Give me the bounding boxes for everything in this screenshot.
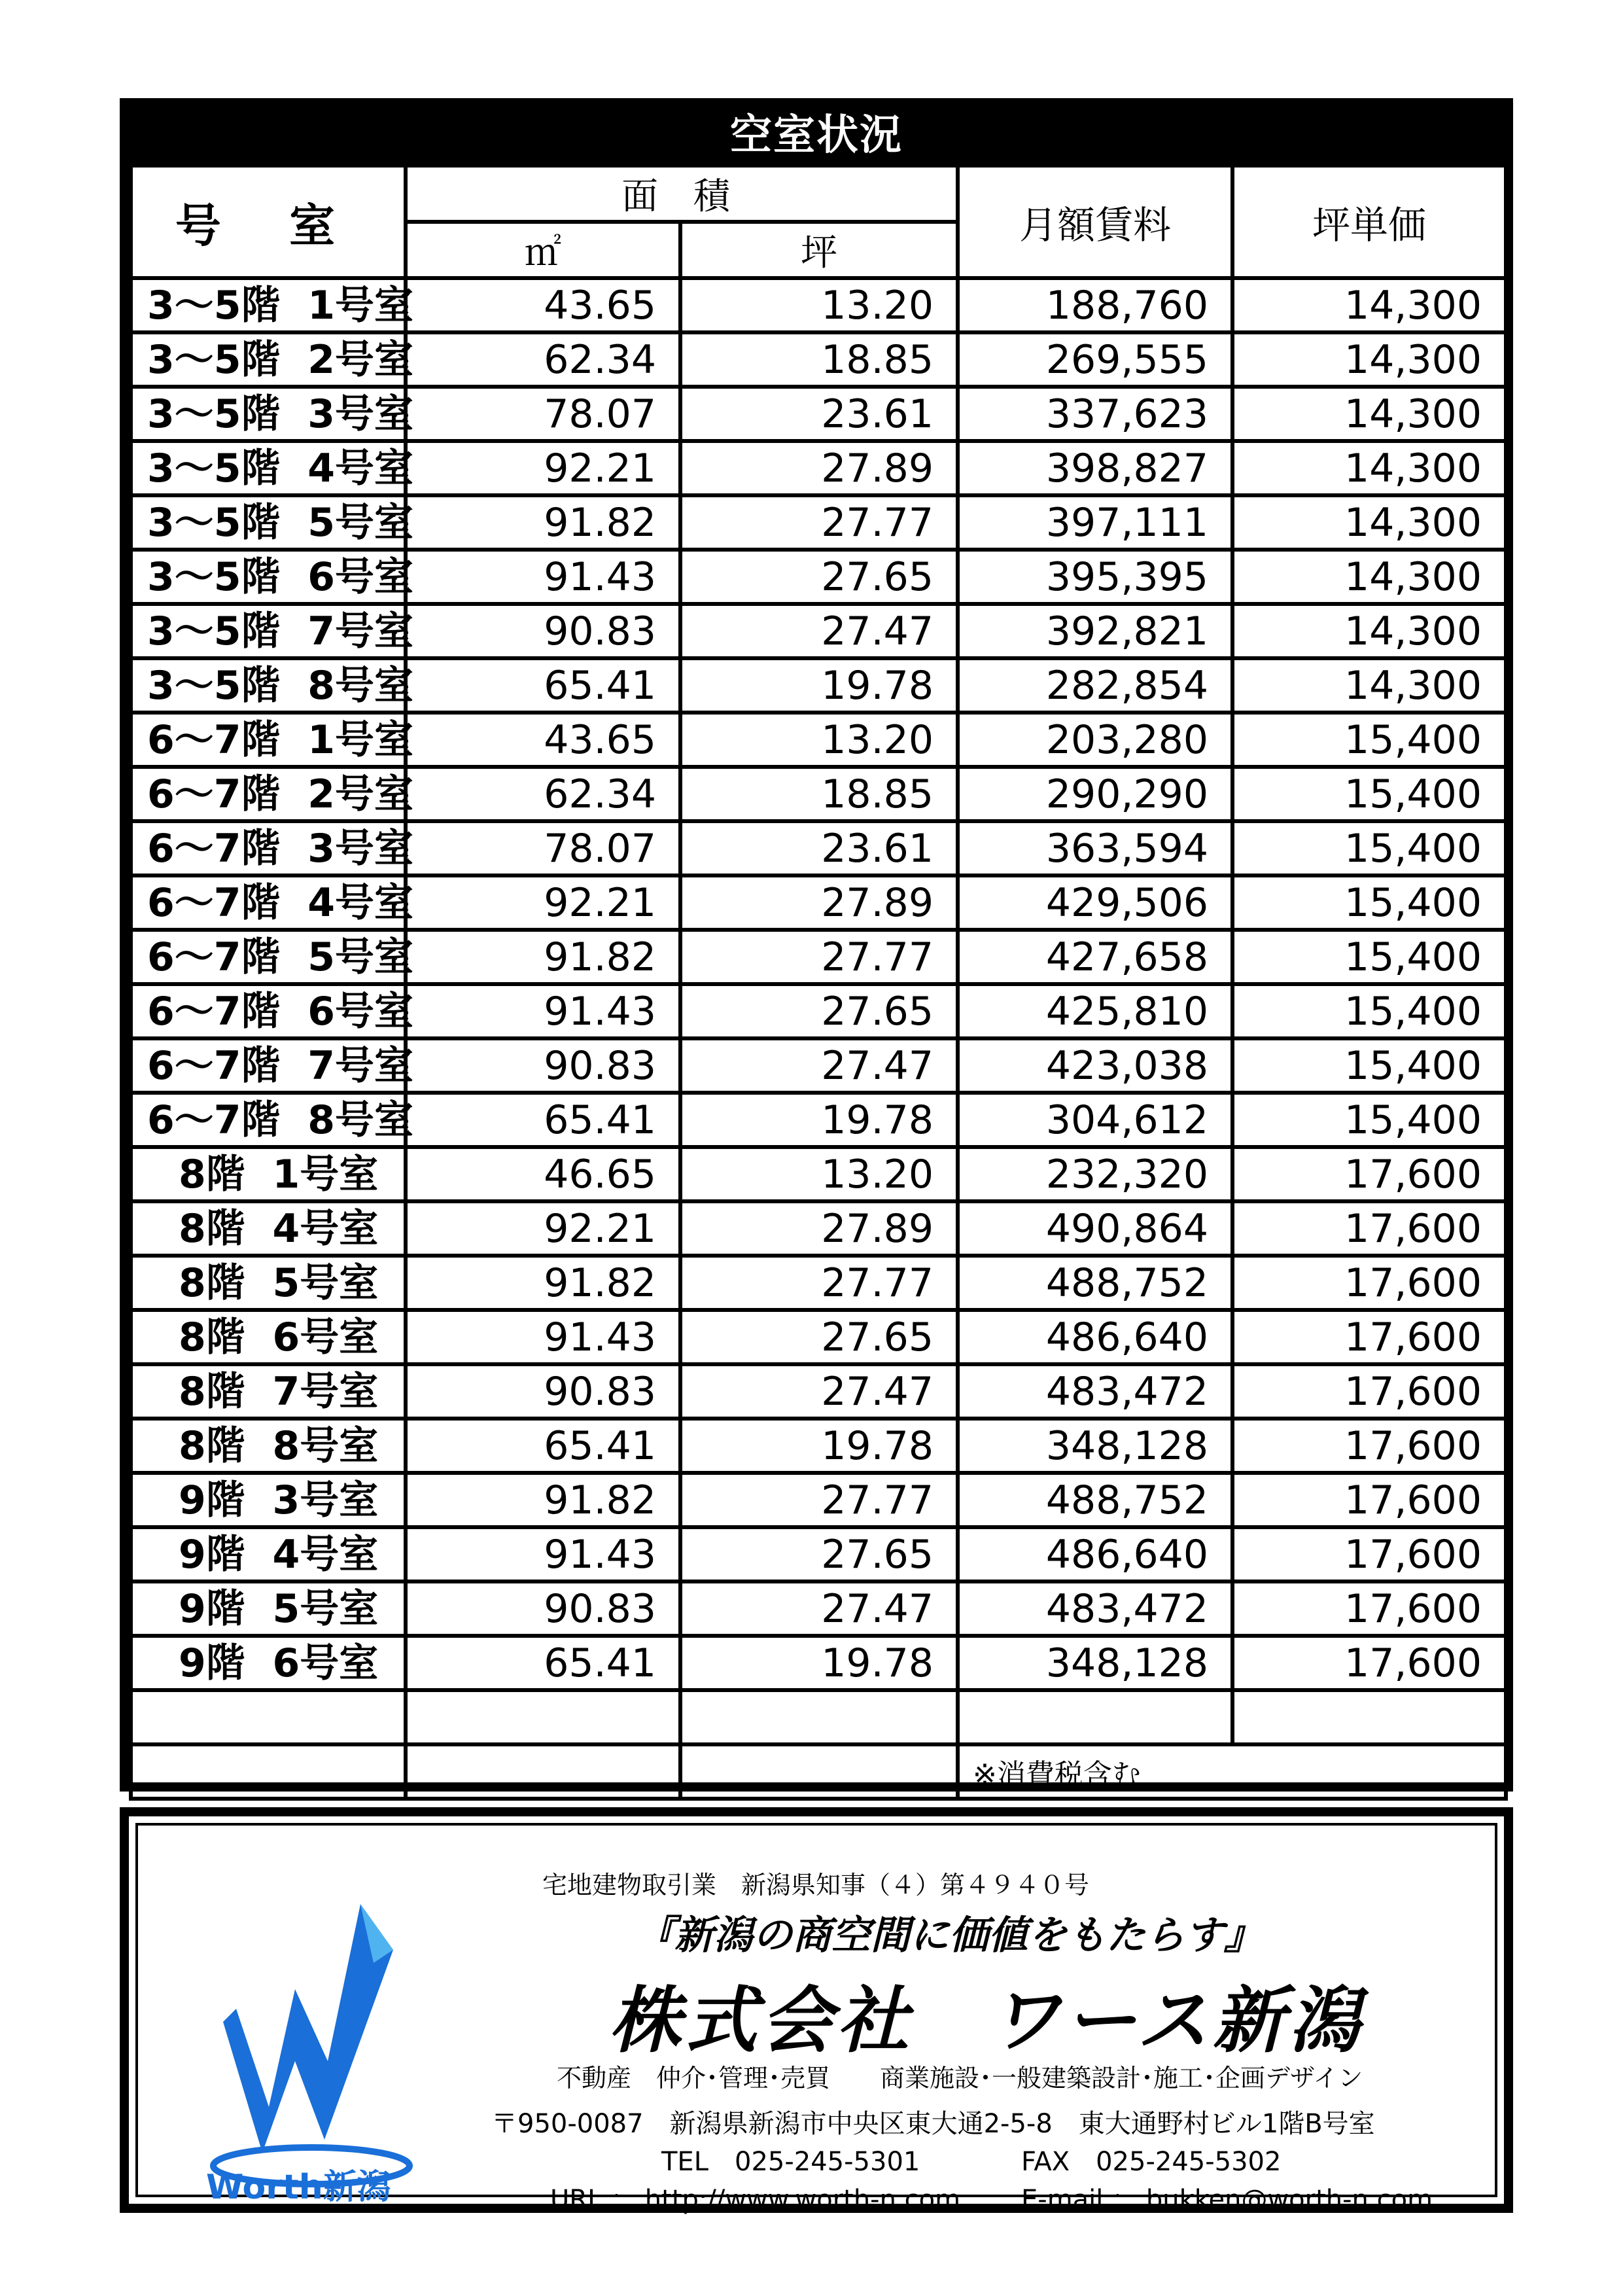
room-cell: 8階 7号室 [131,1364,406,1419]
table-row [131,1201,1506,1256]
room-cell: 8階 5号室 [131,1256,406,1310]
table-row [131,875,1506,930]
room-cell: 6～7階 6号室 [131,984,406,1038]
worth-logo-icon [197,1891,426,2192]
room-cell: 8階 1号室 [131,1147,406,1201]
room-cell: 6～7階 7号室 [131,1038,406,1093]
rent-cell: 337,623 [958,387,1232,441]
unit-price-cell: 15,400 [1232,1093,1506,1147]
table-row [131,604,1506,658]
unit-price-cell: 14,300 [1232,658,1506,713]
header-rent: 月額賃料 [958,166,1232,278]
rent-cell: 398,827 [958,441,1232,495]
unit-price-cell: 17,600 [1232,1310,1506,1364]
rent-cell: 348,128 [958,1419,1232,1473]
table-row [131,550,1506,604]
room-cell: 3～5階 4号室 [131,441,406,495]
rent-cell: 304,612 [958,1093,1232,1147]
unit-price-cell: 15,400 [1232,767,1506,821]
empty-cell [131,1690,406,1744]
area-sqm-cell: 62.34 [406,767,680,821]
empty-cell [131,1744,406,1799]
area-sqm-cell: 65.41 [406,1636,680,1690]
unit-price-cell: 15,400 [1232,713,1506,767]
unit-price-cell: 17,600 [1232,1581,1506,1636]
unit-price-cell: 15,400 [1232,1038,1506,1093]
rent-cell: 425,810 [958,984,1232,1038]
rent-cell: 486,640 [958,1310,1232,1364]
rent-cell: 348,128 [958,1636,1232,1690]
company-tel: TEL 025-245-5301 [661,2147,920,2177]
area-tsubo-cell: 18.85 [680,332,958,387]
area-sqm-cell: 90.83 [406,604,680,658]
table-row [131,1527,1506,1581]
table-row [131,1473,1506,1527]
area-sqm-cell: 90.83 [406,1581,680,1636]
header-sqm: ㎡ [406,222,680,278]
unit-price-cell: 15,400 [1232,984,1506,1038]
room-cell: 6～7階 8号室 [131,1093,406,1147]
area-sqm-cell: 91.82 [406,495,680,550]
room-cell: 3～5階 1号室 [131,278,406,332]
logo-wordmark: Worth新潟 [206,2168,391,2207]
company-fax: FAX 025-245-5302 [1021,2147,1282,2177]
area-tsubo-cell: 19.78 [680,1636,958,1690]
unit-price-cell: 15,400 [1232,875,1506,930]
rent-cell: 282,854 [958,658,1232,713]
area-sqm-cell: 91.43 [406,1527,680,1581]
table-row [131,1419,1506,1473]
area-sqm-cell: 65.41 [406,658,680,713]
unit-price-cell: 17,600 [1232,1527,1506,1581]
header-room: 号 室 [131,166,406,278]
rent-cell: 486,640 [958,1527,1232,1581]
area-tsubo-cell: 27.65 [680,1527,958,1581]
area-sqm-cell: 43.65 [406,713,680,767]
empty-cell [406,1690,680,1744]
blank-row [131,1744,1506,1799]
area-sqm-cell: 91.43 [406,1310,680,1364]
table-row [131,930,1506,984]
table-row [131,387,1506,441]
area-tsubo-cell: 19.78 [680,658,958,713]
unit-price-cell: 17,600 [1232,1256,1506,1310]
area-tsubo-cell: 19.78 [680,1419,958,1473]
header-row [131,166,1506,222]
table-row [131,1581,1506,1636]
area-tsubo-cell: 19.78 [680,1093,958,1147]
empty-cell [680,1690,958,1744]
area-tsubo-cell: 27.47 [680,1038,958,1093]
company-footer [120,1807,1513,2213]
area-tsubo-cell: 27.77 [680,930,958,984]
table-row [131,441,1506,495]
room-cell: 6～7階 5号室 [131,930,406,984]
area-tsubo-cell: 27.65 [680,1310,958,1364]
room-cell: 3～5階 8号室 [131,658,406,713]
room-cell: 6～7階 4号室 [131,875,406,930]
unit-price-cell: 14,300 [1232,332,1506,387]
room-cell: 8階 4号室 [131,1201,406,1256]
rent-cell: 429,506 [958,875,1232,930]
room-cell: 9階 6号室 [131,1636,406,1690]
unit-price-cell: 14,300 [1232,550,1506,604]
area-tsubo-cell: 27.89 [680,1201,958,1256]
rent-cell: 290,290 [958,767,1232,821]
area-tsubo-cell: 27.65 [680,550,958,604]
company-services: 不動産 仲介･管理･売買 商業施設･一般建築設計･施工･企画デザイン [557,2064,1363,2093]
table-row [131,1093,1506,1147]
area-sqm-cell: 65.41 [406,1419,680,1473]
room-cell: 3～5階 3号室 [131,387,406,441]
header-unit-price: 坪単価 [1232,166,1506,278]
area-sqm-cell: 90.83 [406,1364,680,1419]
vacancy-sheet [120,98,1513,1792]
blank-row [131,1690,1506,1744]
table-row [131,1310,1506,1364]
area-tsubo-cell: 27.89 [680,875,958,930]
empty-cell [958,1690,1232,1744]
empty-cell [1232,1690,1506,1744]
rent-cell: 269,555 [958,332,1232,387]
area-sqm-cell: 92.21 [406,441,680,495]
unit-price-cell: 14,300 [1232,495,1506,550]
room-cell: 3～5階 5号室 [131,495,406,550]
area-tsubo-cell: 27.65 [680,984,958,1038]
company-email[interactable]: E-mail ： bukken@worth-n.com [1021,2185,1433,2215]
company-name: 株式会社 ワース新潟 [609,1979,1365,2062]
empty-cell [406,1744,680,1799]
rent-cell: 203,280 [958,713,1232,767]
area-tsubo-cell: 13.20 [680,713,958,767]
area-sqm-cell: 91.43 [406,984,680,1038]
tax-note: ※消費税含む [958,1744,1506,1799]
area-sqm-cell: 90.83 [406,1038,680,1093]
room-cell: 6～7階 2号室 [131,767,406,821]
unit-price-cell: 14,300 [1232,441,1506,495]
room-cell: 9階 4号室 [131,1527,406,1581]
company-slogan: 『新潟の商空間に価値をもたらす』 [635,1913,1263,1958]
area-tsubo-cell: 13.20 [680,1147,958,1201]
room-cell: 8階 8号室 [131,1419,406,1473]
area-sqm-cell: 91.82 [406,1256,680,1310]
table-row [131,1636,1506,1690]
area-tsubo-cell: 23.61 [680,821,958,875]
unit-price-cell: 15,400 [1232,821,1506,875]
table-row [131,1038,1506,1093]
header-tsubo: 坪 [680,222,958,278]
table-row [131,767,1506,821]
area-sqm-cell: 91.82 [406,930,680,984]
area-tsubo-cell: 13.20 [680,278,958,332]
rent-cell: 363,594 [958,821,1232,875]
area-tsubo-cell: 27.89 [680,441,958,495]
area-sqm-cell: 46.65 [406,1147,680,1201]
rent-cell: 488,752 [958,1473,1232,1527]
area-tsubo-cell: 27.47 [680,1364,958,1419]
room-cell: 6～7階 1号室 [131,713,406,767]
area-tsubo-cell: 27.77 [680,495,958,550]
table-row [131,278,1506,332]
room-cell: 6～7階 3号室 [131,821,406,875]
room-cell: 9階 5号室 [131,1581,406,1636]
rent-cell: 232,320 [958,1147,1232,1201]
room-cell: 3～5階 7号室 [131,604,406,658]
area-sqm-cell: 78.07 [406,821,680,875]
unit-price-cell: 14,300 [1232,387,1506,441]
footer-frame [135,1823,1497,2215]
rent-cell: 427,658 [958,930,1232,984]
area-sqm-cell: 78.07 [406,387,680,441]
room-cell: 8階 6号室 [131,1310,406,1364]
rent-cell: 488,752 [958,1256,1232,1310]
empty-cell [680,1744,958,1799]
rent-cell: 423,038 [958,1038,1232,1093]
unit-price-cell: 17,600 [1232,1364,1506,1419]
area-sqm-cell: 43.65 [406,278,680,332]
unit-price-cell: 17,600 [1232,1419,1506,1473]
area-tsubo-cell: 27.77 [680,1256,958,1310]
rent-cell: 188,760 [958,278,1232,332]
area-tsubo-cell: 27.47 [680,1581,958,1636]
area-sqm-cell: 92.21 [406,875,680,930]
table-row [131,984,1506,1038]
unit-price-cell: 17,600 [1232,1147,1506,1201]
rent-cell: 397,111 [958,495,1232,550]
unit-price-cell: 15,400 [1232,930,1506,984]
rent-cell: 395,395 [958,550,1232,604]
rent-cell: 490,864 [958,1201,1232,1256]
area-tsubo-cell: 27.77 [680,1473,958,1527]
unit-price-cell: 14,300 [1232,278,1506,332]
table-row [131,713,1506,767]
header-area: 面 積 [406,166,958,222]
table-row [131,1147,1506,1201]
table-row [131,495,1506,550]
area-sqm-cell: 91.43 [406,550,680,604]
unit-price-cell: 17,600 [1232,1201,1506,1256]
rent-cell: 392,821 [958,604,1232,658]
area-tsubo-cell: 18.85 [680,767,958,821]
table-row [131,821,1506,875]
unit-price-cell: 17,600 [1232,1473,1506,1527]
table-row [131,658,1506,713]
rent-cell: 483,472 [958,1364,1232,1419]
rent-cell: 483,472 [958,1581,1232,1636]
vacancy-table [129,164,1508,1801]
area-tsubo-cell: 27.47 [680,604,958,658]
unit-price-cell: 17,600 [1232,1636,1506,1690]
room-cell: 9階 3号室 [131,1473,406,1527]
area-sqm-cell: 92.21 [406,1201,680,1256]
room-cell: 3～5階 6号室 [131,550,406,604]
area-sqm-cell: 91.82 [406,1473,680,1527]
area-tsubo-cell: 23.61 [680,387,958,441]
company-address: 〒950-0087 新潟県新潟市中央区東大通2-5-8 東大通野村ビル1階B号室 [491,2109,1375,2139]
room-cell: 3～5階 2号室 [131,332,406,387]
company-url[interactable]: URL ： http://www.worth-n.com [550,2185,961,2215]
area-sqm-cell: 65.41 [406,1093,680,1147]
license-number: 宅地建物取引業 新潟県知事（４）第４９４０号 [542,1871,1090,1899]
table-row [131,332,1506,387]
sheet-title: 空室状況 [129,107,1504,164]
table-row [131,1256,1506,1310]
unit-price-cell: 14,300 [1232,604,1506,658]
table-row [131,1364,1506,1419]
area-sqm-cell: 62.34 [406,332,680,387]
